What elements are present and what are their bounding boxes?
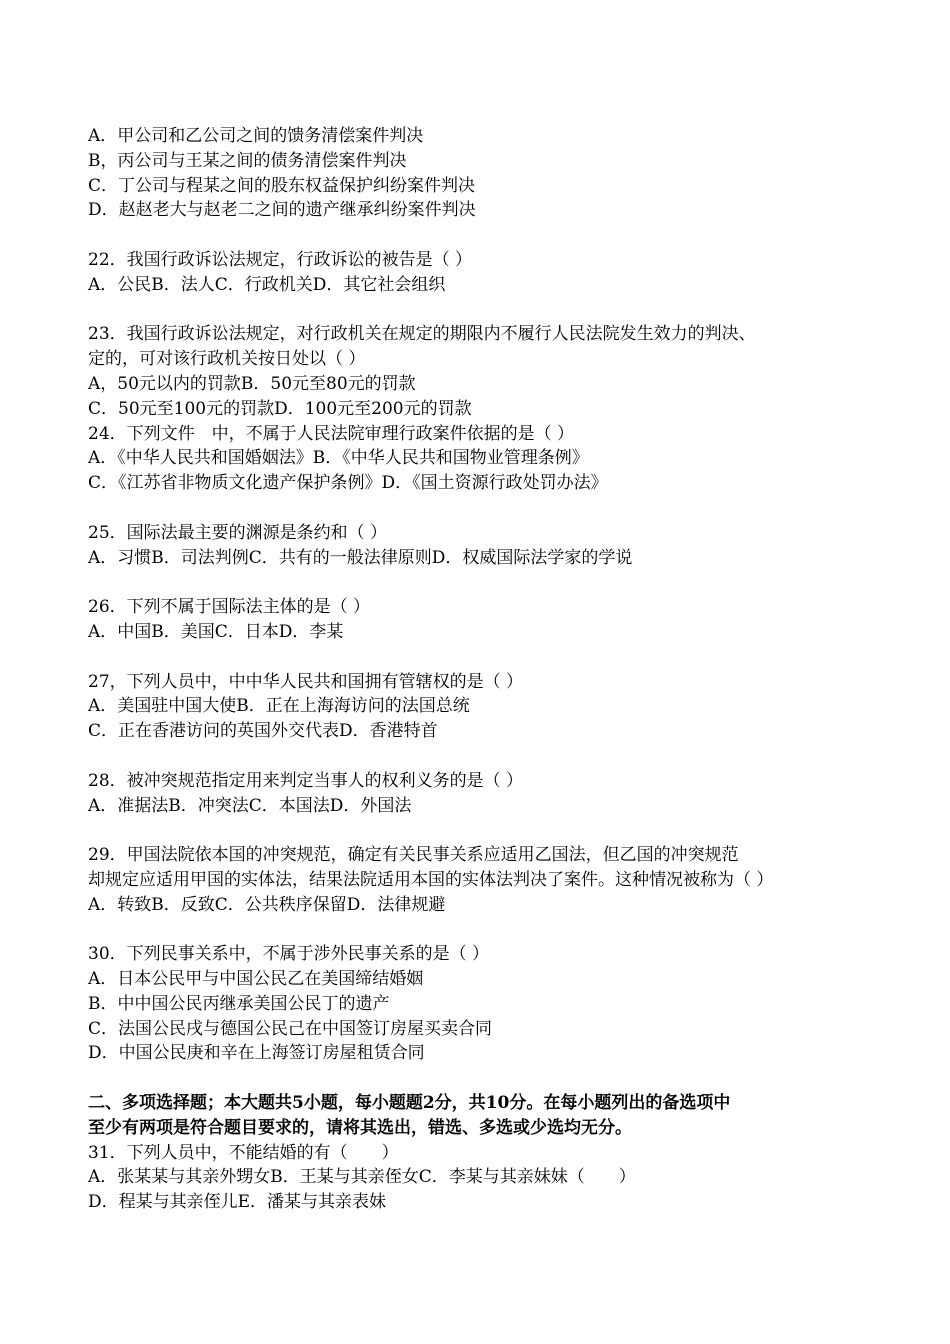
option-line: A．公民B．法人C．行政机关D．其它社会组织 <box>88 274 446 295</box>
question-22 <box>88 248 888 298</box>
question-21-options <box>88 124 888 223</box>
option-line: A．中国B．美国C．日本D．李某 <box>88 621 344 642</box>
spacer <box>88 570 888 595</box>
question-text: 却规定应适用甲国的实体法，结果法院适用本国的实体法判决了案件。这种情况被称为（ ） <box>88 869 774 890</box>
question-text: 定的，可对该行政机关按日处以（ ） <box>88 349 366 370</box>
question-text: 31．下列人员中，不能结婚的有（ ） <box>88 1142 399 1163</box>
question-text: 30．下列民事关系中，不属于涉外民事关系的是（ ） <box>88 944 490 965</box>
option-line: C．丁公司与程某之间的股东权益保护纠纷案件判决 <box>88 175 476 196</box>
question-text: 27，下列人员中，中中华人民共和国拥有管辖权的是（ ） <box>88 671 524 692</box>
question-27 <box>88 670 888 744</box>
spacer <box>88 223 888 248</box>
question-text: 24．下列文件 中，不属于人民法院审理行政案件依据的是（ ） <box>88 423 575 444</box>
spacer <box>88 744 888 769</box>
option-line: C．法国公民戌与德国公民己在中国签订房屋买卖合同 <box>88 1018 493 1039</box>
option-line: B，丙公司与王某之间的债务清偿案件判决 <box>88 150 407 171</box>
option-line: A．习惯B．司法判例C．共有的一般法律原则D．权威国际法学家的学说 <box>88 547 633 568</box>
option-line: A．准据法B．冲突法C．本国法D．外国法 <box>88 795 412 816</box>
option-line: A．转致B．反致C．公共秩序保留D．法律规避 <box>88 894 446 915</box>
spacer <box>88 298 888 323</box>
question-29 <box>88 843 888 917</box>
question-30 <box>88 942 888 1066</box>
question-text: 25．国际法最主要的渊源是条约和（ ） <box>88 522 388 543</box>
option-line: D．中国公民庚和辛在上海签订房屋租赁合同 <box>88 1043 425 1064</box>
question-23-24 <box>88 322 888 496</box>
spacer <box>88 496 888 521</box>
option-line: A．甲公司和乙公司之间的馈务清偿案件判决 <box>88 126 424 146</box>
section-2 <box>88 1091 888 1215</box>
spacer <box>88 645 888 670</box>
option-line: A．张某某与其亲外甥女B．王某与其亲侄女C．李某与其亲妹妹（ ） <box>88 1167 636 1188</box>
option-line: A．《中华人民共和国婚姻法》B．《中华人民共和国物业管理条例》 <box>88 448 589 469</box>
spacer <box>88 818 888 843</box>
section-heading: 二、多项选择题；本大题共5小题，每小题题2分，共10分。在每小题列出的备选项中 <box>88 1093 731 1114</box>
section-heading: 至少有两项是符合题目要求的，请将其选出，错选、多选或少选均无分。 <box>88 1117 632 1138</box>
option-line: A，50元以内的罚款B．50元至80元的罚款 <box>88 373 416 394</box>
option-line: C．50元至100元的罚款D．100元至200元的罚款 <box>88 398 472 419</box>
question-text: 29．甲国法院依本国的冲突规范，确定有关民事关系应适用乙国法，但乙国的冲突规范 <box>88 845 739 866</box>
question-text: 22．我国行政诉讼法规定，行政诉讼的被告是（ ） <box>88 249 473 270</box>
question-text: 23．我国行政诉讼法规定，对行政机关在规定的期限内不履行人民法院发生效力的判决、 <box>88 324 756 345</box>
question-text: 26．下列不属于国际法主体的是（ ） <box>88 597 371 618</box>
question-28 <box>88 769 888 819</box>
option-line: D．赵赵老大与赵老二之间的遗产继承纠纷案件判决 <box>88 200 476 221</box>
option-line: B．中中国公民丙继承美国公民丁的遗产 <box>88 993 390 1014</box>
option-line: A．美国驻中国大使B．正在上海海访问的法国总统 <box>88 696 470 717</box>
option-line: A．日本公民甲与中国公民乙在美国缔结婚姻 <box>88 969 424 990</box>
question-text: 28．被冲突规范指定用来判定当事人的权利义务的是（ ） <box>88 770 524 791</box>
question-26 <box>88 595 888 645</box>
spacer <box>88 1066 888 1091</box>
question-25 <box>88 521 888 571</box>
option-line: C．《江苏省非物质文化遗产保护条例》D．《国土资源行政处罚办法》 <box>88 473 608 494</box>
option-line: D．程某与其亲侄儿E．潘某与其亲表妹 <box>88 1192 387 1213</box>
spacer <box>88 918 888 943</box>
document-page <box>88 124 888 1215</box>
option-line: C．正在香港访问的英国外交代表D．香港特首 <box>88 721 438 742</box>
